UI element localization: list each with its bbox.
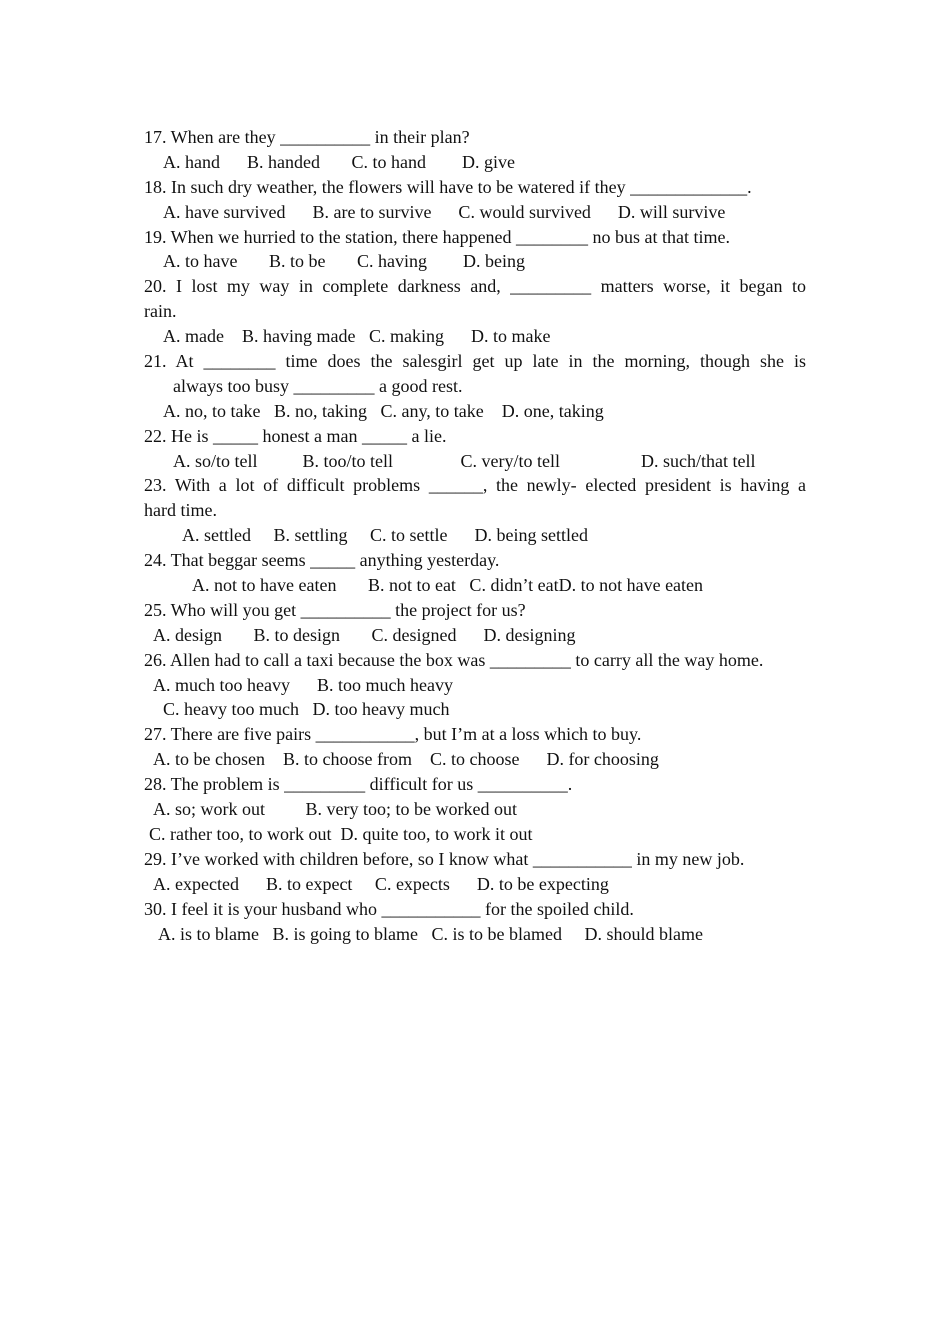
question-text: hard time. <box>144 500 217 521</box>
question-text: 27. There are five pairs ___________, but I’m at a loss which to buy. <box>144 724 642 745</box>
answer-options: A. much too heavy B. too much heavy <box>153 674 453 695</box>
question-text: 22. He is _____ honest a man _____ a lie. <box>144 425 447 446</box>
answer-options: A. have survived B. are to survive C. would survived D. will survive <box>163 201 726 222</box>
answer-options: A. so/to tell B. too/to tell C. very/to tell D. such/that tell <box>173 450 756 471</box>
answer-options: A. no, to take B. no, taking C. any, to take D. one, taking <box>163 400 604 421</box>
answer-options: A. made B. having made C. making D. to make <box>163 326 551 347</box>
question-text: 23. With a lot of difficult problems ______, the newly- elected president is having a <box>144 475 806 496</box>
question-text: 29. I’ve worked with children before, so I know what ___________ in my new job. <box>144 848 745 869</box>
question-text: 24. That beggar seems _____ anything yesterday. <box>144 550 500 571</box>
question-text: 18. In such dry weather, the flowers will have to be watered if they _____________. <box>144 176 752 197</box>
question-text: rain. <box>144 301 177 322</box>
answer-options: A. hand B. handed C. to hand D. give <box>163 151 515 172</box>
question-text: 28. The problem is _________ difficult for us __________. <box>144 774 573 795</box>
answer-options: A. not to have eaten B. not to eat C. didn’t eatD. to not have eaten <box>192 575 704 596</box>
question-text: 21. At ________ time does the salesgirl get up late in the morning, though she is <box>144 351 806 372</box>
question-text: always too busy _________ a good rest. <box>173 375 463 396</box>
answer-options: C. rather too, to work out D. quite too, to work it out <box>149 823 533 844</box>
answer-options: A. expected B. to expect C. expects D. to be expecting <box>153 873 609 894</box>
answer-options: A. so; work out B. very too; to be worked out <box>153 799 517 820</box>
question-text: 17. When are they __________ in their plan? <box>144 127 470 147</box>
answer-options: A. design B. to design C. designed D. designing <box>153 624 576 645</box>
question-text: 20. I lost my way in complete darkness and, _________ matters worse, it began to <box>144 276 806 297</box>
question-text: 30. I feel it is your husband who ___________ for the spoiled child. <box>144 898 634 919</box>
answer-options: A. is to blame B. is going to blame C. is to be blamed D. should blame <box>158 923 703 944</box>
question-list <box>144 125 806 946</box>
answer-options: A. to be chosen B. to choose from C. to choose D. for choosing <box>153 749 659 770</box>
answer-options: C. heavy too much D. too heavy much <box>163 699 450 720</box>
question-text: 26. Allen had to call a taxi because the box was _________ to carry all the way home. <box>144 649 764 670</box>
answer-options: A. settled B. settling C. to settle D. being settled <box>182 525 588 546</box>
question-text: 25. Who will you get __________ the project for us? <box>144 599 526 620</box>
question-text: 19. When we hurried to the station, there happened ________ no bus at that time. <box>144 226 731 247</box>
answer-options: A. to have B. to be C. having D. being <box>163 251 525 272</box>
